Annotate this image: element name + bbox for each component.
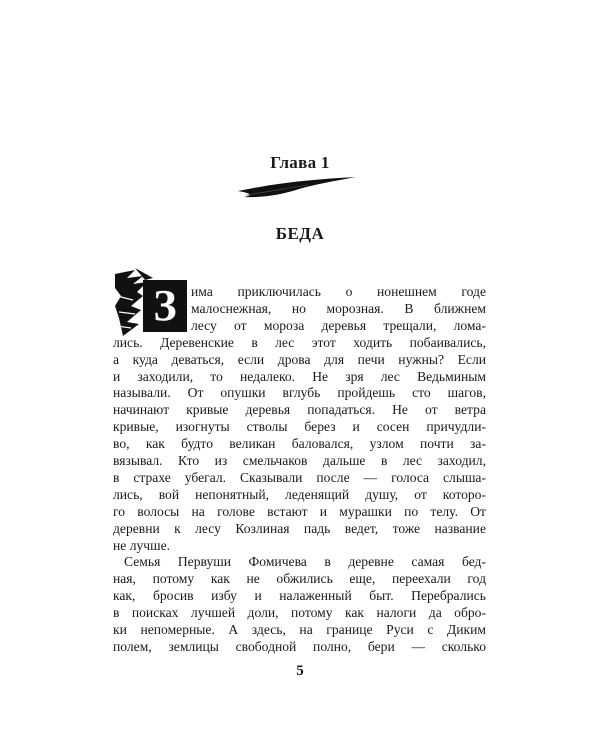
text-line: называли. От опушки вглубь пройдешь сто шагов,: [113, 385, 486, 401]
text-line: не лучше.: [113, 537, 171, 553]
chapter-title: БЕДА: [275, 224, 325, 243]
text-line: в поисках лучшей доли, потому как налоги да обро-: [113, 605, 486, 621]
chapter-number: Глава 1: [270, 153, 330, 172]
text-line: има приключилась о нонешнем годе: [191, 284, 486, 299]
text-line: малоснежная, но морозная. В ближнем: [191, 300, 486, 316]
page-number: 5: [296, 663, 304, 679]
text-line: лись. Деревенские в лес этот ходить побаивались,: [113, 334, 486, 350]
text-line: в страхе убегал. Сказывали после — голоса слыша-: [113, 469, 486, 485]
text-line: ки непомерные. А здесь, на границе Руси с Диким: [113, 622, 486, 637]
text-line: а куда деваться, если дрова для печи нужны? Если: [113, 351, 486, 367]
text-line: го волосы на голове встают и мурашки по телу. От: [113, 503, 486, 519]
text-line: лись, вой непонятный, леденящий душу, от которо-: [113, 486, 486, 502]
text-line: как, бросив избу и налаженный быт. Перебрались: [113, 588, 486, 604]
text-line: деревни к лесу Козлиная падь ведет, тоже название: [113, 520, 486, 536]
text-line: и заходили, то недалеко. Не зря лес Ведьминым: [113, 368, 486, 384]
text-line: кривые, изогнуты стволы берез и сосен причудли-: [113, 419, 486, 435]
text-line: во, как будто великан баловался, узлом почти за-: [113, 436, 486, 452]
drop-cap: [113, 266, 189, 338]
text-line: ная, потому как не обжились еще, переехали год: [113, 571, 486, 587]
text-line: полем, землицы свободной полно, бери — сколько: [113, 638, 486, 654]
text-line: лесу от мороза деревья трещали, лома-: [191, 317, 486, 333]
brush-stroke-ornament: [238, 176, 356, 200]
text-line: вязывал. Кто из смельчаков дальше в лес заходил,: [113, 453, 486, 468]
text-line: Семья Первуши Фомичева в деревне самая бед-: [124, 554, 486, 570]
drop-cap-letter: З: [143, 280, 187, 332]
text-line: начинают кривые деревья попадаться. Не от ветра: [113, 402, 486, 418]
